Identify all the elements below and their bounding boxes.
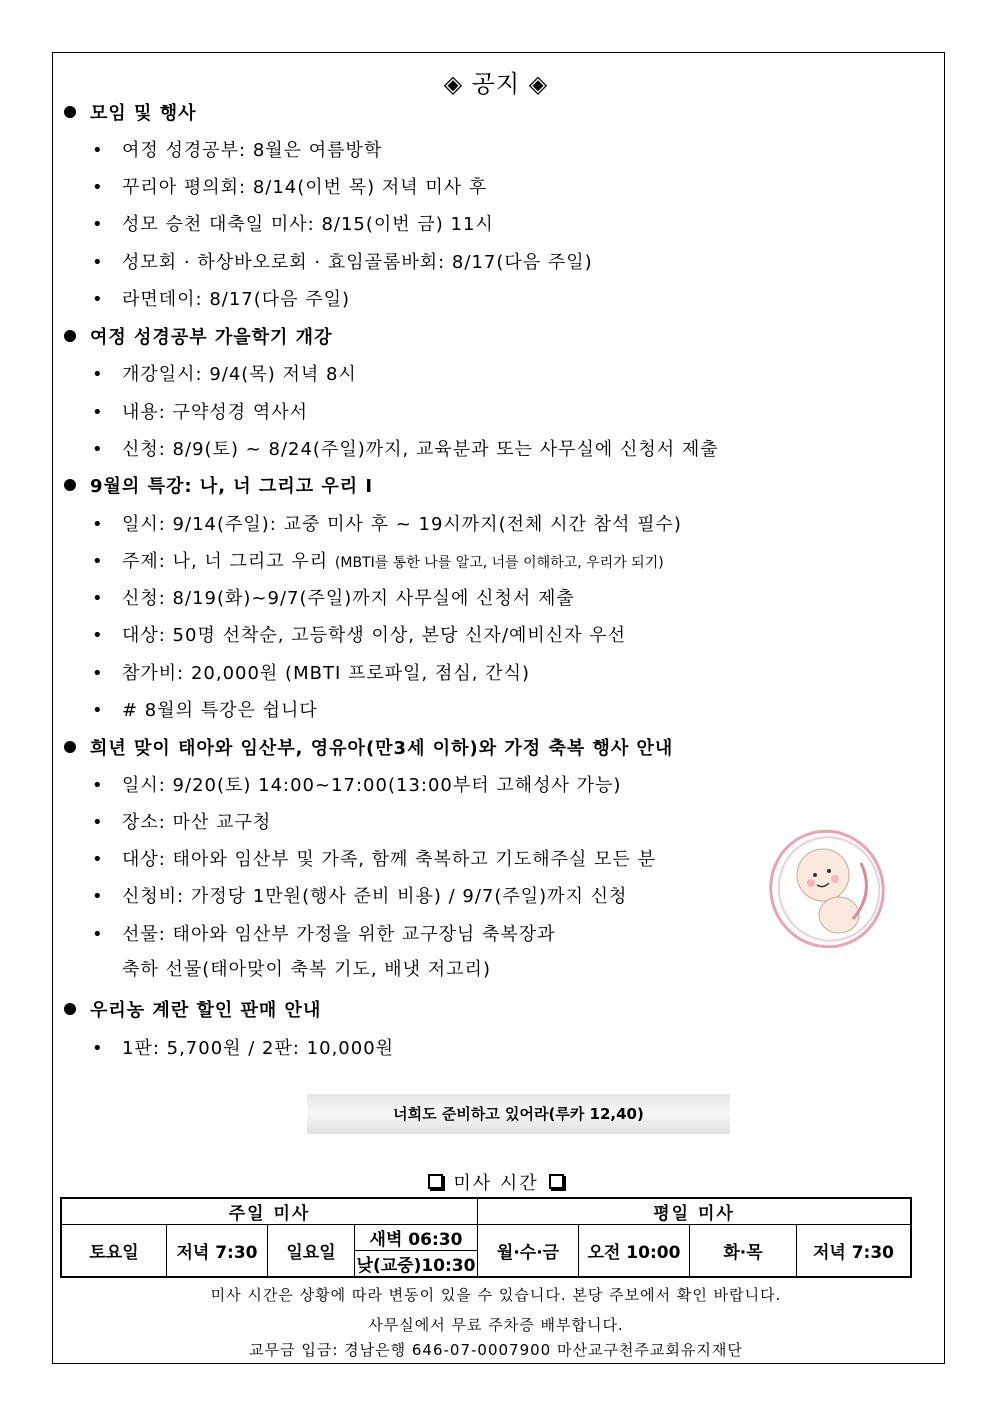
list-item: • 대상: 태아와 임산부 및 가족, 함께 축복하고 기도해주실 모든 분 [92,849,656,870]
bullet-icon [64,741,76,753]
list-item: • 내용: 구약성경 역사서 [92,402,308,423]
sunday-noon-cell: 낮(교중)10:30 [355,1251,478,1278]
section-heading-events: 모임 및 행사 [64,99,196,125]
list-item: • 꾸리아 평의회: 8/14(이번 목) 저녁 미사 후 [92,177,488,198]
list-item: • 여정 성경공부: 8월은 여름방학 [92,140,383,161]
list-item: • 신청: 8/9(토) ~ 8/24(주일)까지, 교육분과 또는 사무실에 신청서 제출 [92,439,719,460]
bullet-icon [64,106,76,118]
baby-illustration [765,823,895,951]
bullet-icon [64,1003,76,1015]
checkbox-icon [428,1174,443,1189]
mwf-time-cell: 오전 10:00 [579,1225,690,1278]
note-mass-change: 미사 시간은 상황에 따라 변동이 있을 수 있습니다. 본당 주보에서 확인 바랍니다. [210,1286,782,1304]
saturday-cell: 토요일 [61,1225,167,1278]
list-item: • 성모 승천 대축일 미사: 8/15(이번 금) 11시 [92,214,494,235]
list-item: • 신청: 8/19(화)~9/7(주일)까지 사무실에 신청서 제출 [92,588,575,609]
list-item: • 1판: 5,700원 / 2판: 10,000원 [92,1038,395,1059]
saturday-time-cell: 저녁 7:30 [167,1225,268,1278]
sunday-cell: 일요일 [268,1225,355,1278]
tt-time-cell: 저녁 7:30 [797,1225,912,1278]
note-parking: 사무실에서 무료 주차증 배부합니다. [368,1316,624,1334]
list-item: • 주제: 나, 너 그리고 우리 (MBTI를 통한 나를 알고, 너를 이해하고, 우리가 되기) [92,551,664,572]
bullet-icon [64,330,76,342]
mass-times-table [60,1197,912,1278]
list-item: • 개강일시: 9/4(목) 저녁 8시 [92,364,357,385]
sunday-mass-header: 주일 미사 [61,1198,478,1225]
list-item-continuation: 축하 선물(태아맞이 축복 기도, 배냇 저고리) [122,959,491,980]
checkbox-icon [549,1174,564,1189]
mass-times-title: 미사 시간 [0,1169,992,1195]
scripture-quote: 너희도 준비하고 있어라(루카 12,40) [307,1094,730,1134]
list-item: • 장소: 마산 교구청 [92,812,272,833]
section-heading-bible-study: 여정 성경공부 가을학기 개강 [64,323,332,349]
list-item: • 일시: 9/14(주일): 교중 미사 후 ~ 19시까지(전체 시간 참석 필수) [92,514,682,535]
list-item: • 신청비: 가정당 1만원(행사 준비 비용) / 9/7(주일)까지 신청 [92,886,628,907]
list-item: • 성모회 · 하상바오로회 · 효임골롬바회: 8/17(다음 주일) [92,252,593,273]
sunday-dawn-cell: 새벽 06:30 [355,1225,478,1251]
section-heading-lecture: 9월의 특강: 나, 너 그리고 우리 I [64,472,373,498]
list-item: • 대상: 50명 선착순, 고등학생 이상, 본당 신자/예비신자 우선 [92,625,627,646]
bullet-icon [64,479,76,491]
list-item: • 참가비: 20,000원 (MBTI 프로파일, 점심, 간식) [92,663,530,684]
list-item: • 일시: 9/20(토) 14:00~17:00(13:00부터 고해성사 가능) [92,775,622,796]
tt-cell: 화·목 [690,1225,797,1278]
list-item: • 선물: 태아와 임산부 가정을 위한 교구장님 축복장과 [92,924,556,945]
note-bank: 교무금 입금: 경남은행 646-07-0007900 마산교구천주교회유지재단 [249,1341,743,1359]
list-item: • # 8월의 특강은 쉽니다 [92,700,318,721]
mwf-cell: 월·수·금 [478,1225,579,1278]
section-heading-eggs: 우리농 계란 할인 판매 안내 [64,996,321,1022]
section-heading-blessing: 희년 맞이 태아와 임산부, 영유아(만3세 이하)와 가정 축복 행사 안내 [64,734,673,760]
page-title: ◈ 공지 ◈ [443,70,549,98]
list-item: • 라면데이: 8/17(다음 주일) [92,289,351,310]
weekday-mass-header: 평일 미사 [478,1198,912,1225]
